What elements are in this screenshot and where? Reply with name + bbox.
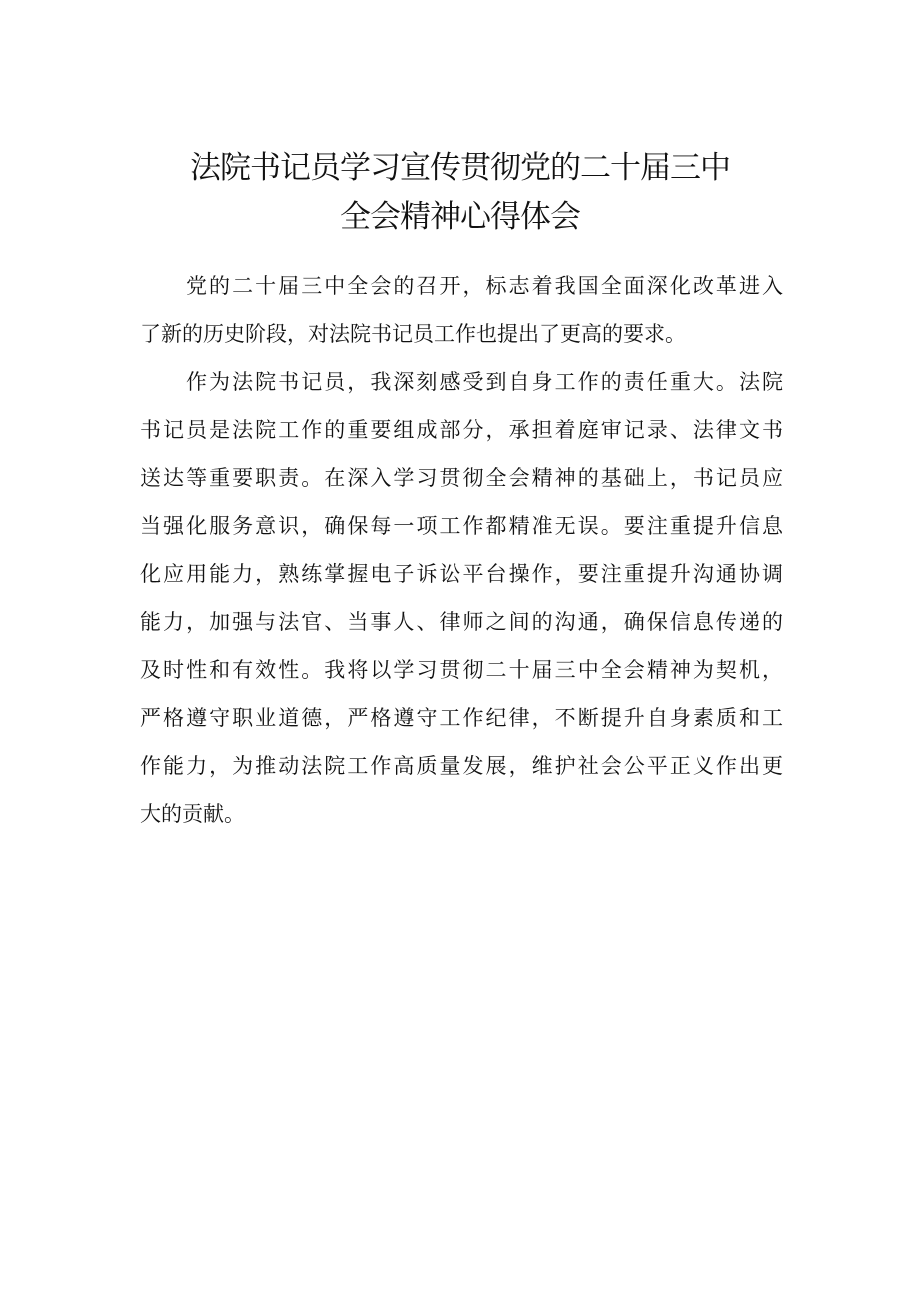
paragraph-line: 书记员是法院工作的重要组成部分，承担着庭审记录、法律文书 (140, 418, 783, 442)
paragraph-line: 及时性和有效性。我将以学习贯彻二十届三中全会精神为契机， (140, 658, 783, 682)
paragraph-line: 能力，加强与法官、当事人、律师之间的沟通，确保信息传递的 (140, 610, 783, 634)
paragraph-line: 作为法院书记员，我深刻感受到自身工作的责任重大。法院 (186, 370, 783, 394)
paragraph-line: 送达等重要职责。在深入学习贯彻全会精神的基础上，书记员应 (140, 466, 783, 490)
paragraph-line: 作能力，为推动法院工作高质量发展，维护社会公平正义作出更 (140, 754, 783, 778)
document-title-line-1: 法院书记员学习宣传贯彻党的二十届三中 (190, 150, 730, 186)
document-title-line-2: 全会精神心得体会 (340, 199, 580, 235)
paragraph-line: 化应用能力，熟练掌握电子诉讼平台操作，要注重提升沟通协调 (140, 562, 783, 586)
paragraph-line: 大的贡献。 (140, 802, 245, 826)
paragraph-line: 了新的历史阶段，对法院书记员工作也提出了更高的要求。 (140, 322, 686, 346)
paragraph-line: 党的二十届三中全会的召开，标志着我国全面深化改革进入 (186, 274, 783, 298)
paragraph-line: 严格遵守职业道德，严格遵守工作纪律，不断提升自身素质和工 (140, 706, 783, 730)
paragraph-line: 当强化服务意识，确保每一项工作都精准无误。要注重提升信息 (140, 514, 783, 538)
